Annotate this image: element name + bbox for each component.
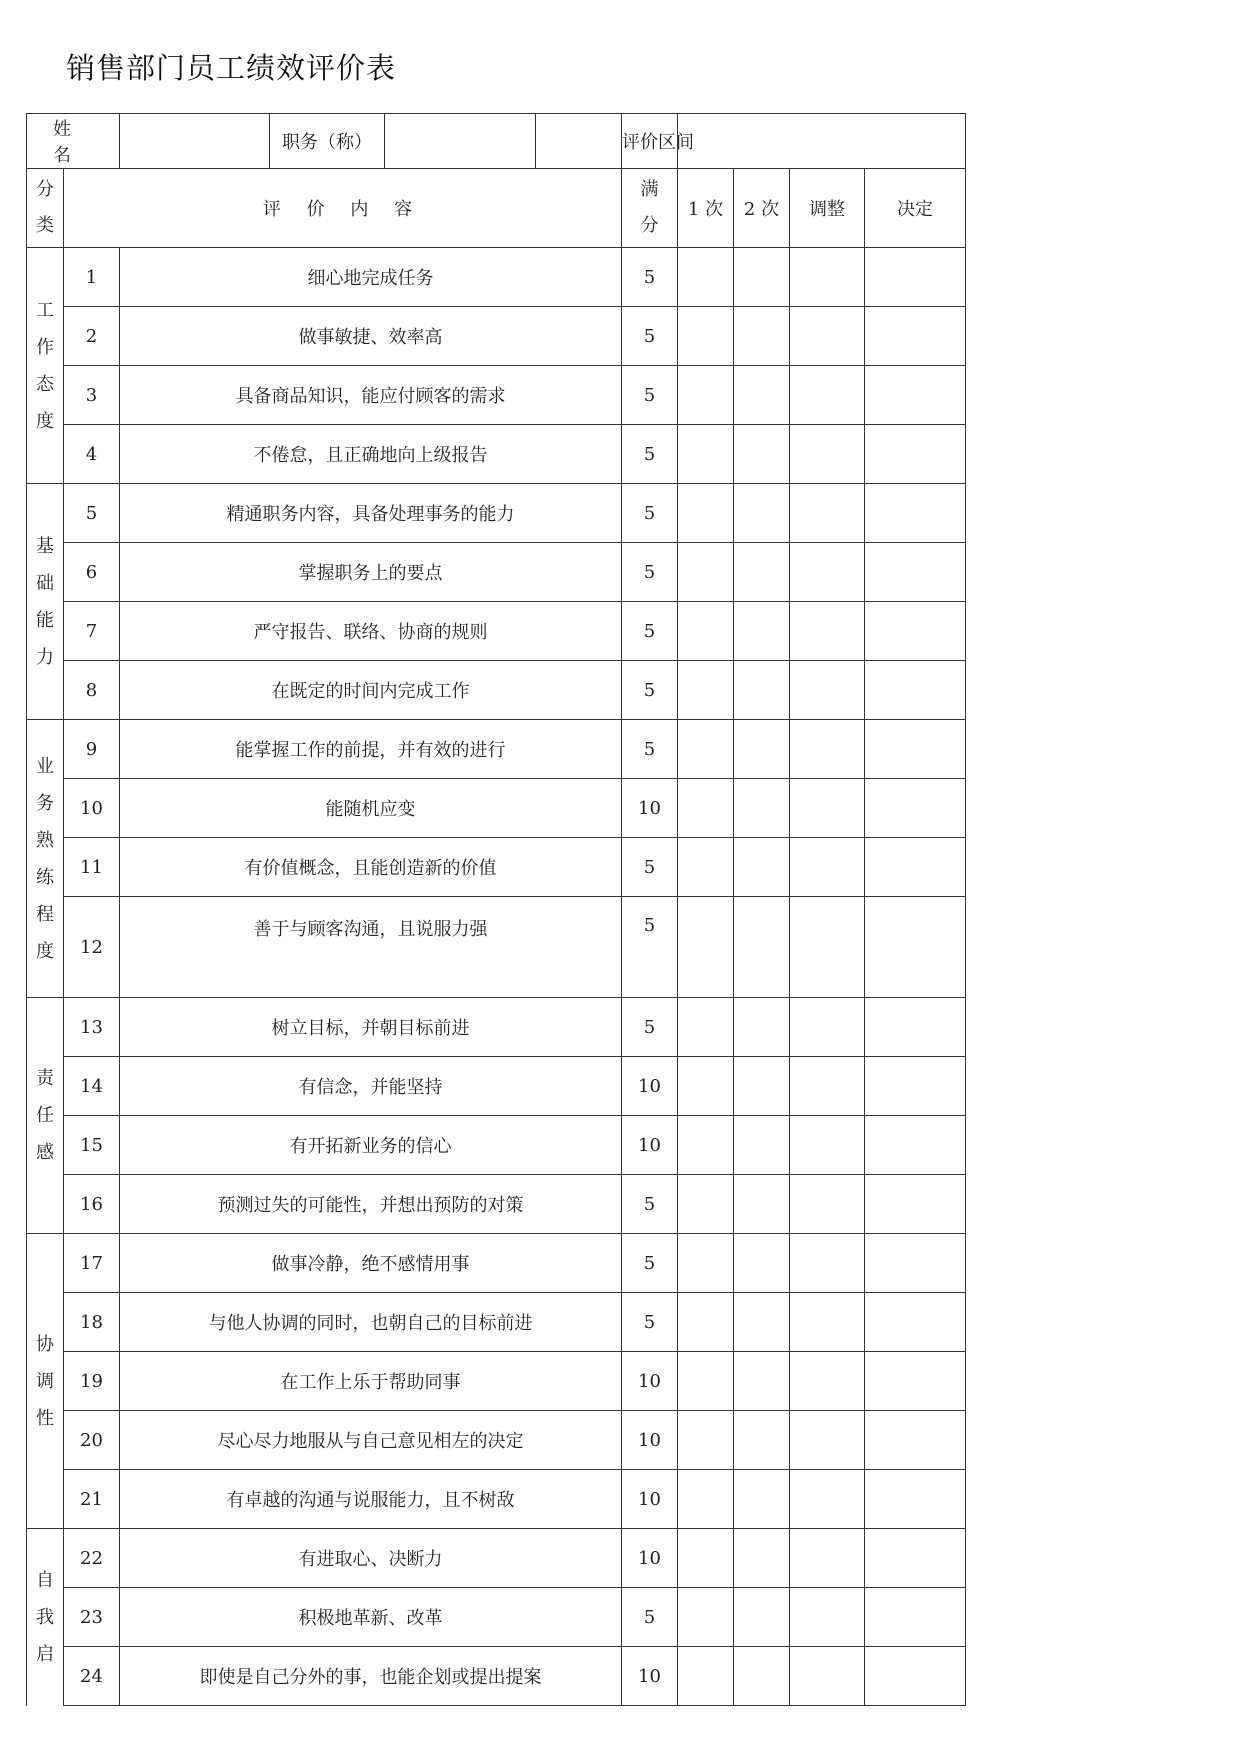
item-content: 尽心尽力地服从与自己意见相左的决定 [120, 1411, 622, 1470]
item-content: 细心地完成任务 [120, 248, 622, 307]
name-label: 姓 名 [27, 114, 120, 169]
full-score: 5 [622, 720, 678, 779]
item-content: 掌握职务上的要点 [120, 543, 622, 602]
name-field[interactable] [120, 114, 270, 168]
table-row [27, 720, 966, 779]
decide-header: 决定 [865, 169, 966, 248]
item-number: 9 [64, 720, 120, 779]
full-score: 5 [622, 897, 678, 998]
full-score: 10 [622, 1647, 678, 1706]
decide-cell[interactable] [865, 1470, 966, 1529]
item-content: 不倦怠，且正确地向上级报告 [120, 425, 622, 484]
item-number: 23 [64, 1588, 120, 1647]
item-content: 精通职务内容，具备处理事务的能力 [120, 484, 622, 543]
decide-cell[interactable] [865, 720, 966, 779]
content-header: 评 价 内 容 [64, 169, 622, 248]
category-header: 分 类 [27, 169, 64, 248]
adjust-cell[interactable] [790, 425, 865, 484]
second-eval-cell[interactable] [734, 248, 790, 307]
second-eval-cell[interactable] [734, 720, 790, 779]
item-content: 与他人协调的同时，也朝自己的目标前进 [120, 1293, 622, 1352]
category-cell: 工 作 态 度 [27, 248, 64, 484]
decide-cell[interactable] [865, 661, 966, 720]
first-eval-cell[interactable] [678, 366, 734, 425]
table-row [27, 1411, 966, 1470]
item-content: 能掌握工作的前提，并有效的进行 [120, 720, 622, 779]
second-eval-cell[interactable] [734, 1057, 790, 1116]
table-row [27, 779, 966, 838]
second-eval-cell[interactable] [734, 838, 790, 897]
full-score: 5 [622, 838, 678, 897]
item-number: 3 [64, 366, 120, 425]
header-middle [120, 114, 622, 169]
item-content: 即使是自己分外的事，也能企划或提出提案 [120, 1647, 622, 1706]
table-row [27, 307, 966, 366]
first-eval-cell[interactable] [678, 998, 734, 1057]
adjust-cell[interactable] [790, 602, 865, 661]
adjust-cell[interactable] [790, 838, 865, 897]
first-eval-cell[interactable] [678, 1411, 734, 1470]
adjust-cell[interactable] [790, 1352, 865, 1411]
decide-cell[interactable] [865, 1529, 966, 1588]
full-score: 5 [622, 1175, 678, 1234]
table-row [27, 543, 966, 602]
position-label: 职务（称） [270, 114, 385, 168]
first-eval-cell[interactable] [678, 1352, 734, 1411]
second-eval-cell[interactable] [734, 484, 790, 543]
full-score: 5 [622, 602, 678, 661]
second-eval-cell[interactable] [734, 661, 790, 720]
decide-cell[interactable] [865, 1647, 966, 1706]
decide-cell[interactable] [865, 425, 966, 484]
full-score: 5 [622, 484, 678, 543]
adjust-cell[interactable] [790, 720, 865, 779]
decide-cell[interactable] [865, 307, 966, 366]
item-content: 有信念，并能坚持 [120, 1057, 622, 1116]
decide-cell[interactable] [865, 484, 966, 543]
first-eval-cell[interactable] [678, 248, 734, 307]
second-eval-cell[interactable] [734, 1234, 790, 1293]
full-score: 10 [622, 1116, 678, 1175]
page-title: 销售部门员工绩效评价表 [66, 51, 397, 85]
table-row [27, 602, 966, 661]
table-row [27, 1234, 966, 1293]
first-eval-cell[interactable] [678, 1470, 734, 1529]
full-score: 10 [622, 1352, 678, 1411]
first-eval-cell[interactable] [678, 779, 734, 838]
item-content: 能随机应变 [120, 779, 622, 838]
first-eval-cell[interactable] [678, 543, 734, 602]
first-eval-cell[interactable] [678, 1529, 734, 1588]
table-row [27, 998, 966, 1057]
first-eval-cell[interactable] [678, 897, 734, 998]
full-score: 5 [622, 661, 678, 720]
adjust-cell[interactable] [790, 998, 865, 1057]
adjust-cell[interactable] [790, 1470, 865, 1529]
item-content: 预测过失的可能性，并想出预防的对策 [120, 1175, 622, 1234]
category-cell: 业 务 熟 练 程 度 [27, 720, 64, 998]
decide-cell[interactable] [865, 1588, 966, 1647]
item-number: 13 [64, 998, 120, 1057]
second-eval-cell[interactable] [734, 1411, 790, 1470]
category-cell: 基 础 能 力 [27, 484, 64, 720]
adjust-cell[interactable] [790, 1647, 865, 1706]
first-eval-cell[interactable] [678, 484, 734, 543]
full-score: 5 [622, 425, 678, 484]
item-content: 树立目标，并朝目标前进 [120, 998, 622, 1057]
full-score: 5 [622, 543, 678, 602]
category-cell: 自 我 启 [27, 1529, 64, 1706]
item-content: 具备商品知识，能应付顾客的需求 [120, 366, 622, 425]
second-eval-cell[interactable] [734, 1647, 790, 1706]
period-field[interactable] [678, 114, 966, 169]
decide-cell[interactable] [865, 1234, 966, 1293]
category-cell: 责 任 感 [27, 998, 64, 1234]
item-number: 12 [64, 897, 120, 998]
second-eval-cell[interactable] [734, 1529, 790, 1588]
second-eval-cell[interactable] [734, 1293, 790, 1352]
decide-cell[interactable] [865, 366, 966, 425]
category-cell: 协 调 性 [27, 1234, 64, 1529]
decide-cell[interactable] [865, 1411, 966, 1470]
second-eval-cell[interactable] [734, 602, 790, 661]
item-number: 1 [64, 248, 120, 307]
table-row [27, 1588, 966, 1647]
item-number: 17 [64, 1234, 120, 1293]
adjust-cell[interactable] [790, 1234, 865, 1293]
item-number: 19 [64, 1352, 120, 1411]
item-content: 积极地革新、改革 [120, 1588, 622, 1647]
decide-cell[interactable] [865, 1175, 966, 1234]
item-content: 在工作上乐于帮助同事 [120, 1352, 622, 1411]
item-number: 5 [64, 484, 120, 543]
item-content: 做事冷静，绝不感情用事 [120, 1234, 622, 1293]
full-score: 5 [622, 1234, 678, 1293]
table-row [27, 1470, 966, 1529]
adjust-cell[interactable] [790, 366, 865, 425]
first-eval-cell[interactable] [678, 1175, 734, 1234]
decide-cell[interactable] [865, 1293, 966, 1352]
item-number: 15 [64, 1116, 120, 1175]
second-eval-cell[interactable] [734, 1175, 790, 1234]
adjust-cell[interactable] [790, 543, 865, 602]
adjust-cell[interactable] [790, 779, 865, 838]
adjust-cell[interactable] [790, 1529, 865, 1588]
period-label-tail: 评价区间 [622, 114, 678, 169]
item-number: 18 [64, 1293, 120, 1352]
item-number: 8 [64, 661, 120, 720]
table-row [27, 484, 966, 543]
item-number: 20 [64, 1411, 120, 1470]
adjust-cell[interactable] [790, 1588, 865, 1647]
full-score: 5 [622, 248, 678, 307]
second-eval-cell[interactable] [734, 1470, 790, 1529]
adjust-cell[interactable] [790, 661, 865, 720]
full-score: 5 [622, 1293, 678, 1352]
item-number: 2 [64, 307, 120, 366]
item-number: 10 [64, 779, 120, 838]
adjust-cell[interactable] [790, 1057, 865, 1116]
full-score: 10 [622, 1529, 678, 1588]
first-eval-cell[interactable] [678, 1588, 734, 1647]
item-number: 7 [64, 602, 120, 661]
adjust-cell[interactable] [790, 1293, 865, 1352]
adjust-cell[interactable] [790, 897, 865, 998]
decide-cell[interactable] [865, 1352, 966, 1411]
first-eval-header: 1 次 [678, 169, 734, 248]
first-eval-cell[interactable] [678, 307, 734, 366]
first-eval-cell[interactable] [678, 1647, 734, 1706]
second-eval-cell[interactable] [734, 307, 790, 366]
item-content: 在既定的时间内完成工作 [120, 661, 622, 720]
first-eval-cell[interactable] [678, 838, 734, 897]
full-score: 5 [622, 366, 678, 425]
table-row [27, 1175, 966, 1234]
item-content: 善于与顾客沟通，且说服力强 [120, 897, 622, 998]
full-score: 10 [622, 1411, 678, 1470]
first-eval-cell[interactable] [678, 1293, 734, 1352]
table-row [27, 248, 966, 307]
table-row [27, 1293, 966, 1352]
item-content: 严守报告、联络、协商的规则 [120, 602, 622, 661]
second-eval-cell[interactable] [734, 779, 790, 838]
second-eval-cell[interactable] [734, 1588, 790, 1647]
item-content: 有价值概念，且能创造新的价值 [120, 838, 622, 897]
header-row [27, 114, 966, 169]
position-field[interactable] [385, 114, 536, 168]
item-number: 14 [64, 1057, 120, 1116]
item-content: 有开拓新业务的信心 [120, 1116, 622, 1175]
first-eval-cell[interactable] [678, 1057, 734, 1116]
second-eval-cell[interactable] [734, 998, 790, 1057]
table-row [27, 897, 966, 998]
adjust-cell[interactable] [790, 248, 865, 307]
decide-cell[interactable] [865, 1116, 966, 1175]
adjust-cell[interactable] [790, 307, 865, 366]
adjust-header: 调整 [790, 169, 865, 248]
decide-cell[interactable] [865, 543, 966, 602]
item-number: 21 [64, 1470, 120, 1529]
decide-cell[interactable] [865, 1057, 966, 1116]
adjust-cell[interactable] [790, 1411, 865, 1470]
second-eval-cell[interactable] [734, 1116, 790, 1175]
second-eval-cell[interactable] [734, 1352, 790, 1411]
first-eval-cell[interactable] [678, 661, 734, 720]
table-row [27, 425, 966, 484]
item-number: 16 [64, 1175, 120, 1234]
table-row [27, 1529, 966, 1588]
adjust-cell[interactable] [790, 1116, 865, 1175]
decide-cell[interactable] [865, 248, 966, 307]
second-eval-cell[interactable] [734, 366, 790, 425]
second-eval-header: 2 次 [734, 169, 790, 248]
full-score-header: 满 分 [622, 169, 678, 248]
evaluation-table [26, 113, 966, 1706]
first-eval-cell[interactable] [678, 1116, 734, 1175]
first-eval-cell[interactable] [678, 1234, 734, 1293]
adjust-cell[interactable] [790, 484, 865, 543]
decide-cell[interactable] [865, 838, 966, 897]
second-eval-cell[interactable] [734, 425, 790, 484]
full-score: 5 [622, 307, 678, 366]
first-eval-cell[interactable] [678, 720, 734, 779]
adjust-cell[interactable] [790, 1175, 865, 1234]
full-score: 5 [622, 1588, 678, 1647]
first-eval-cell[interactable] [678, 602, 734, 661]
table-row [27, 661, 966, 720]
full-score: 5 [622, 998, 678, 1057]
item-content: 有进取心、决断力 [120, 1529, 622, 1588]
table-row [27, 1647, 966, 1706]
decide-cell[interactable] [865, 779, 966, 838]
item-number: 24 [64, 1647, 120, 1706]
item-number: 4 [64, 425, 120, 484]
table-row [27, 1352, 966, 1411]
item-number: 11 [64, 838, 120, 897]
item-number: 22 [64, 1529, 120, 1588]
column-header-row [27, 169, 966, 248]
item-content: 做事敏捷、效率高 [120, 307, 622, 366]
second-eval-cell[interactable] [734, 543, 790, 602]
decide-cell[interactable] [865, 602, 966, 661]
table-row [27, 838, 966, 897]
decide-cell[interactable] [865, 897, 966, 998]
second-eval-cell[interactable] [734, 897, 790, 998]
full-score: 10 [622, 779, 678, 838]
full-score: 10 [622, 1470, 678, 1529]
table-row [27, 1057, 966, 1116]
first-eval-cell[interactable] [678, 425, 734, 484]
table-row [27, 1116, 966, 1175]
decide-cell[interactable] [865, 998, 966, 1057]
item-number: 6 [64, 543, 120, 602]
item-content: 有卓越的沟通与说服能力，且不树敌 [120, 1470, 622, 1529]
full-score: 10 [622, 1057, 678, 1116]
table-row [27, 366, 966, 425]
